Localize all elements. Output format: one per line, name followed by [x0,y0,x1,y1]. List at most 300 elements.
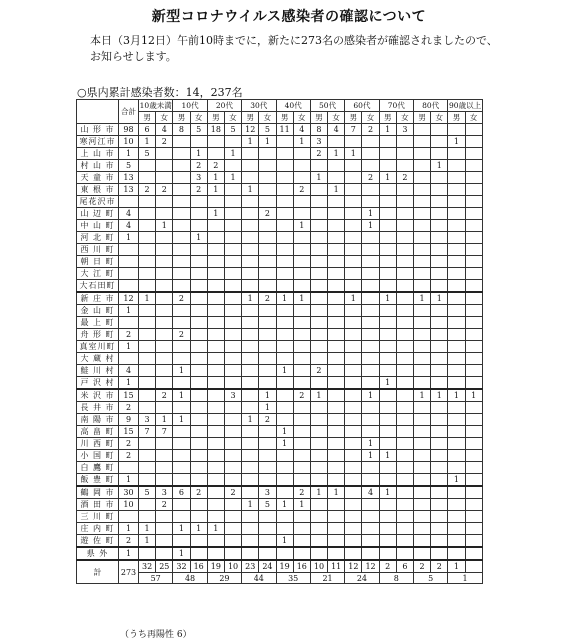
male-count [310,329,327,341]
male-count [448,124,465,136]
female-count [259,438,276,450]
male-count [414,136,431,148]
male-count [379,148,396,160]
row-total [119,196,139,208]
male-count [414,377,431,390]
city-name: 大 江 町 [77,268,119,280]
female-count [156,317,173,329]
female-count [293,280,310,293]
male-count [414,450,431,462]
male-count: 1 [379,124,396,136]
male-count [379,389,396,402]
male-count [173,220,190,232]
female-count: 7 [156,426,173,438]
male-count [173,377,190,390]
female-count [396,377,413,390]
male-count [345,256,362,268]
female-count [362,160,379,172]
female-count [190,280,207,293]
female-count: 3 [259,486,276,499]
header-female: 女 [465,112,482,124]
female-count [224,474,241,487]
male-count [276,474,293,487]
female-count: 2 [362,124,379,136]
male-count [276,353,293,365]
male-count [276,172,293,184]
male-count [448,329,465,341]
female-count [362,523,379,535]
male-count [173,196,190,208]
city-name: 戸 沢 村 [77,377,119,390]
female-count [224,305,241,317]
male-count [345,232,362,244]
female-count [293,208,310,220]
male-count: 1 [276,365,293,377]
male-count [379,341,396,353]
table-row [77,462,483,474]
female-count [156,377,173,390]
female-count [259,462,276,474]
male-count [345,317,362,329]
female-count [293,353,310,365]
table-row [77,450,483,462]
male-count [379,438,396,450]
female-count [328,172,345,184]
female-count [362,511,379,523]
female-count [293,377,310,390]
female-count [396,511,413,523]
female-count [362,292,379,305]
female-count: 2 [293,486,310,499]
total-female: 10 [224,560,241,573]
male-count [345,136,362,148]
female-count [465,208,482,220]
female-count [293,341,310,353]
male-count [173,450,190,462]
female-count [259,353,276,365]
female-count [259,474,276,487]
female-count [431,462,448,474]
total-age-group: 29 [207,573,241,584]
female-count [224,353,241,365]
female-count [224,256,241,268]
male-count [414,280,431,293]
female-count [328,280,345,293]
female-count: 1 [259,389,276,402]
male-count [139,329,156,341]
male-count [448,268,465,280]
male-count [345,402,362,414]
total-female: 25 [156,560,173,573]
female-count [396,329,413,341]
male-count [310,547,327,560]
female-count [362,341,379,353]
female-count [431,232,448,244]
female-count [293,462,310,474]
female-count [224,450,241,462]
male-count [379,462,396,474]
female-count [362,136,379,148]
female-count [190,499,207,511]
male-count [207,499,224,511]
female-count [156,341,173,353]
female-count: 4 [328,124,345,136]
female-count [362,256,379,268]
female-count [465,329,482,341]
male-count [173,160,190,172]
male-count: 1 [379,486,396,499]
female-count [293,160,310,172]
female-count: 2 [362,172,379,184]
male-count [448,292,465,305]
male-count [310,292,327,305]
male-count [448,244,465,256]
male-count: 5 [139,148,156,160]
male-count [276,148,293,160]
row-total: 15 [119,426,139,438]
table-row [77,292,483,305]
male-count [414,196,431,208]
male-count [310,511,327,523]
male-count [242,160,259,172]
female-count [190,317,207,329]
female-count [328,474,345,487]
total-age-group: 48 [173,573,207,584]
male-count [379,547,396,560]
female-count [362,547,379,560]
female-count [465,365,482,377]
female-count: 5 [259,124,276,136]
header-age-group: 90歳以上 [449,101,482,110]
male-count [173,535,190,548]
male-count [207,402,224,414]
male-count [310,232,327,244]
table-row [77,148,483,160]
table-row [77,196,483,208]
male-count [379,268,396,280]
female-count [396,474,413,487]
total-female: 6 [396,560,413,573]
male-count [276,523,293,535]
female-count [465,414,482,426]
row-total: 1 [119,305,139,317]
female-count [396,499,413,511]
female-count: 3 [156,486,173,499]
header-female: 女 [362,112,379,124]
male-count: 3 [310,136,327,148]
male-count [276,232,293,244]
male-count [276,220,293,232]
female-count [328,136,345,148]
female-count [293,305,310,317]
female-count [396,438,413,450]
male-count [345,172,362,184]
female-count [190,244,207,256]
male-count [242,244,259,256]
male-count [310,438,327,450]
row-total [119,511,139,523]
table-row [77,365,483,377]
female-count [396,462,413,474]
male-count [139,402,156,414]
female-count: 1 [293,499,310,511]
female-count: 2 [156,499,173,511]
male-count [139,353,156,365]
male-count [414,220,431,232]
city-name: 遊 佐 町 [77,535,119,548]
female-count [224,426,241,438]
header-male: 男 [379,112,396,124]
table-row [77,172,483,184]
female-count [362,474,379,487]
total-male: 32 [173,560,190,573]
male-count: 1 [139,523,156,535]
male-count [414,365,431,377]
row-total [119,462,139,474]
female-count [465,402,482,414]
male-count: 6 [139,124,156,136]
female-count [431,244,448,256]
female-count [224,232,241,244]
female-count [431,184,448,196]
city-name: 長 井 市 [77,402,119,414]
male-count [173,353,190,365]
female-count [190,353,207,365]
male-count [414,160,431,172]
female-count [259,365,276,377]
female-count [431,196,448,208]
female-count [224,329,241,341]
row-total: 98 [119,124,139,136]
female-count: 3 [224,389,241,402]
male-count: 1 [276,535,293,548]
total-age-group: 57 [139,573,173,584]
female-count [190,474,207,487]
male-count [139,341,156,353]
male-count: 1 [276,426,293,438]
female-count [431,547,448,560]
female-count: 2 [190,184,207,196]
female-count [465,438,482,450]
male-count [173,232,190,244]
female-count: 5 [259,499,276,511]
male-count [276,462,293,474]
header-female: 女 [259,112,276,124]
female-count: 4 [156,124,173,136]
male-count [276,208,293,220]
female-count [259,148,276,160]
female-count [431,208,448,220]
table-row [77,511,483,523]
table-row [77,353,483,365]
male-count [310,160,327,172]
male-count [379,523,396,535]
table-row [77,244,483,256]
male-count [379,208,396,220]
male-count [139,438,156,450]
female-count [328,160,345,172]
row-total: 15 [119,389,139,402]
male-count [414,244,431,256]
female-count [431,172,448,184]
male-count [414,523,431,535]
table-row [77,329,483,341]
row-total [119,317,139,329]
male-count [379,474,396,487]
female-count [328,329,345,341]
female-count [293,523,310,535]
female-count [362,365,379,377]
female-count [190,341,207,353]
male-count [448,353,465,365]
male-count [414,172,431,184]
female-count [224,438,241,450]
female-count [431,486,448,499]
male-count [242,196,259,208]
city-name: 山 辺 町 [77,208,119,220]
female-count: 4 [362,486,379,499]
female-count [465,462,482,474]
male-count [379,402,396,414]
female-count [362,353,379,365]
male-count [379,196,396,208]
city-name: 上 山 市 [77,148,119,160]
female-count [465,474,482,487]
male-count [207,365,224,377]
female-count [431,377,448,390]
male-count [345,462,362,474]
male-count [379,136,396,148]
female-count [431,414,448,426]
male-count [173,462,190,474]
male-count [139,268,156,280]
row-total [119,280,139,293]
total-age-group: 35 [276,573,310,584]
female-count: 1 [328,148,345,160]
female-count [396,184,413,196]
intro-line-1: 本日（3月12日）午前10時までに，新たに273名の感染者が確認されましたので、 [90,34,498,47]
male-count: 1 [242,136,259,148]
female-count [259,220,276,232]
female-count [328,353,345,365]
male-count [242,462,259,474]
male-count [276,160,293,172]
male-count [207,280,224,293]
male-count: 1 [242,184,259,196]
male-count: 1 [448,474,465,487]
header-row-age [77,100,483,112]
male-count [345,208,362,220]
male-count [207,389,224,402]
male-count [379,414,396,426]
city-name: 天 童 市 [77,172,119,184]
male-count: 1 [414,292,431,305]
female-count [328,232,345,244]
male-count [276,184,293,196]
female-count [465,377,482,390]
male-count [276,305,293,317]
female-count: 2 [156,184,173,196]
male-count [139,220,156,232]
female-count [362,268,379,280]
female-count [328,220,345,232]
male-count [448,547,465,560]
female-count [465,292,482,305]
male-count [276,402,293,414]
female-count [156,547,173,560]
female-count [431,329,448,341]
male-count [379,353,396,365]
female-count [190,220,207,232]
male-count [379,511,396,523]
female-count [328,402,345,414]
female-count [465,244,482,256]
city-name: 三 川 町 [77,511,119,523]
female-count [328,438,345,450]
table-row [77,426,483,438]
male-count: 1 [379,172,396,184]
female-count [224,184,241,196]
male-count [139,462,156,474]
female-count [465,160,482,172]
female-count [328,268,345,280]
female-count: 1 [190,523,207,535]
header-age-group: 40代 [276,100,310,112]
female-count [396,414,413,426]
female-count [328,196,345,208]
female-count [224,511,241,523]
female-count [431,280,448,293]
female-count [362,232,379,244]
male-count [276,341,293,353]
female-count: 1 [156,414,173,426]
male-count [414,256,431,268]
female-count [328,389,345,402]
row-total: 2 [119,535,139,548]
female-count [362,499,379,511]
male-count [276,486,293,499]
female-count [328,377,345,390]
female-count [190,305,207,317]
male-count [379,365,396,377]
female-count [190,462,207,474]
total-female: 16 [190,560,207,573]
table-row [77,389,483,402]
table-row [77,341,483,353]
female-count [293,365,310,377]
table-row [77,184,483,196]
header-male: 男 [139,112,156,124]
row-total: 4 [119,208,139,220]
city-name: 朝 日 町 [77,256,119,268]
row-total: 4 [119,365,139,377]
header-total: 合計 [119,100,139,124]
male-count [207,292,224,305]
row-total: 13 [119,184,139,196]
male-count [207,474,224,487]
male-count [310,353,327,365]
row-total [119,268,139,280]
female-count [465,148,482,160]
female-count [224,547,241,560]
male-count [276,244,293,256]
male-count: 1 [207,208,224,220]
male-count [448,148,465,160]
female-count [156,208,173,220]
female-count [156,256,173,268]
female-count [396,341,413,353]
male-count [242,438,259,450]
